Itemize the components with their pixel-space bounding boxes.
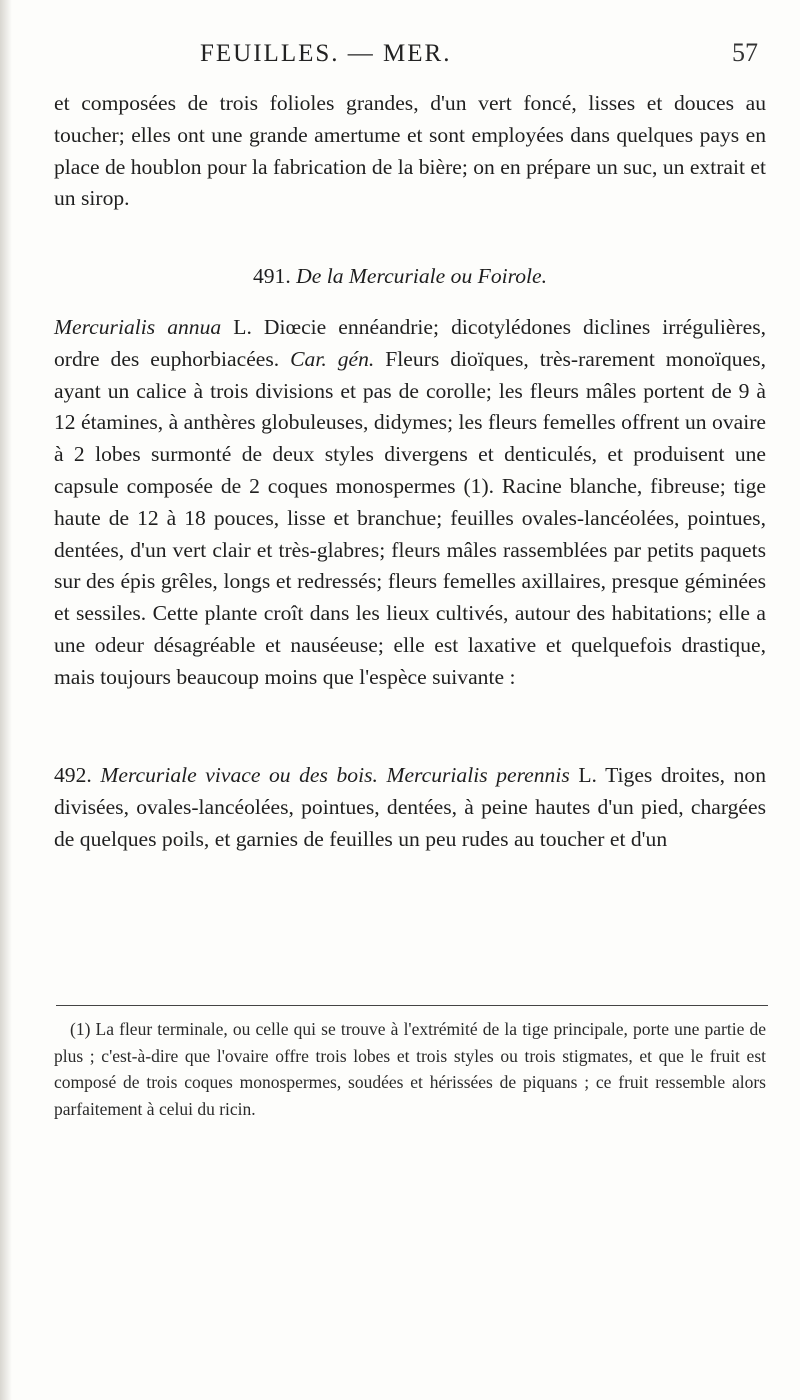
entry-number: 492. xyxy=(54,763,92,787)
entry-title: Mercuriale vivace ou des bois. xyxy=(100,763,378,787)
section-title: De la Mercuriale ou Foirole. xyxy=(296,264,548,288)
running-header xyxy=(60,38,760,78)
page-number: 57 xyxy=(732,38,758,67)
section-number: 491. xyxy=(252,264,291,288)
entry-492-paragraph xyxy=(54,760,766,855)
footnote-divider xyxy=(56,1005,768,1006)
section-heading xyxy=(0,264,800,289)
page-gutter-shadow xyxy=(0,0,12,1400)
entry-latin-name: Mercurialis perennis xyxy=(386,763,570,787)
entry-description: L. Tiges droites, non divisées, ovales-lancéolées, pointues, dentées, à peine hautes d'un pied, chargées de quelques poils, et garnies de feuilles un peu rudes au toucher et d'un xyxy=(54,763,767,851)
species-paragraph xyxy=(54,312,766,694)
species-latin-name: Mercurialis annua xyxy=(54,315,222,339)
continuation-paragraph: et composées de trois folioles grandes, d'un vert foncé, lisses et douces au toucher; elles ont une grande amertume et sont employées dans quelques pays en place de houblon pour la fabrication de la bière; on en prépare un suc, un extrait et un sirop. xyxy=(54,91,766,211)
running-title: FEUILLES. — MER. xyxy=(200,40,452,67)
species-description: Fleurs dioïques, très-rarement monoïques, ayant un calice à trois divisions et pas de corolle; les fleurs mâles portent de 9 à 12 étamines, à anthères globuleuses, didymes; les fleurs femelles offrent un ovaire à 2 lobes surmonté de deux styles divergens et denticulés, et produisent une capsule composée de 2 coques monospermes (1). Racine blanche, fibreuse; tige haute de 12 à 18 pouces, lisse et branchue; feuilles ovales-lancéolées, pointues, dentées, d'un vert clair et très-glabres; fleurs mâles rassemblées par petits paquets sur des épis grêles, longs et redressés; fleurs femelles axillaires, presque géminées et sessiles. Cette plante croît dans les lieux cultivés, autour des habitations; elle a une odeur désagréable et nauséeuse; elle est laxative et quelquefois drastique, mais toujours beaucoup moins que l'espèce suivante : xyxy=(54,346,766,689)
footnote: (1) La fleur terminale, ou celle qui se trouve à l'extrémité de la tige principale, porte une partie de plus ; c'est-à-dire que l'ovaire offre trois lobes et trois styles ou trois stigmates, et que le fruit est composé de trois coques monospermes, soudées et hérissées de piquans ; ce fruit ressemble alors parfaitement à celui du ricin. xyxy=(54,1019,766,1119)
species-classification: L. Diœcie ennéandrie; dicotylédones diclines irrégulières, ordre des euphorbiacées. xyxy=(54,315,766,371)
characters-label: Car. gén. xyxy=(290,346,375,371)
